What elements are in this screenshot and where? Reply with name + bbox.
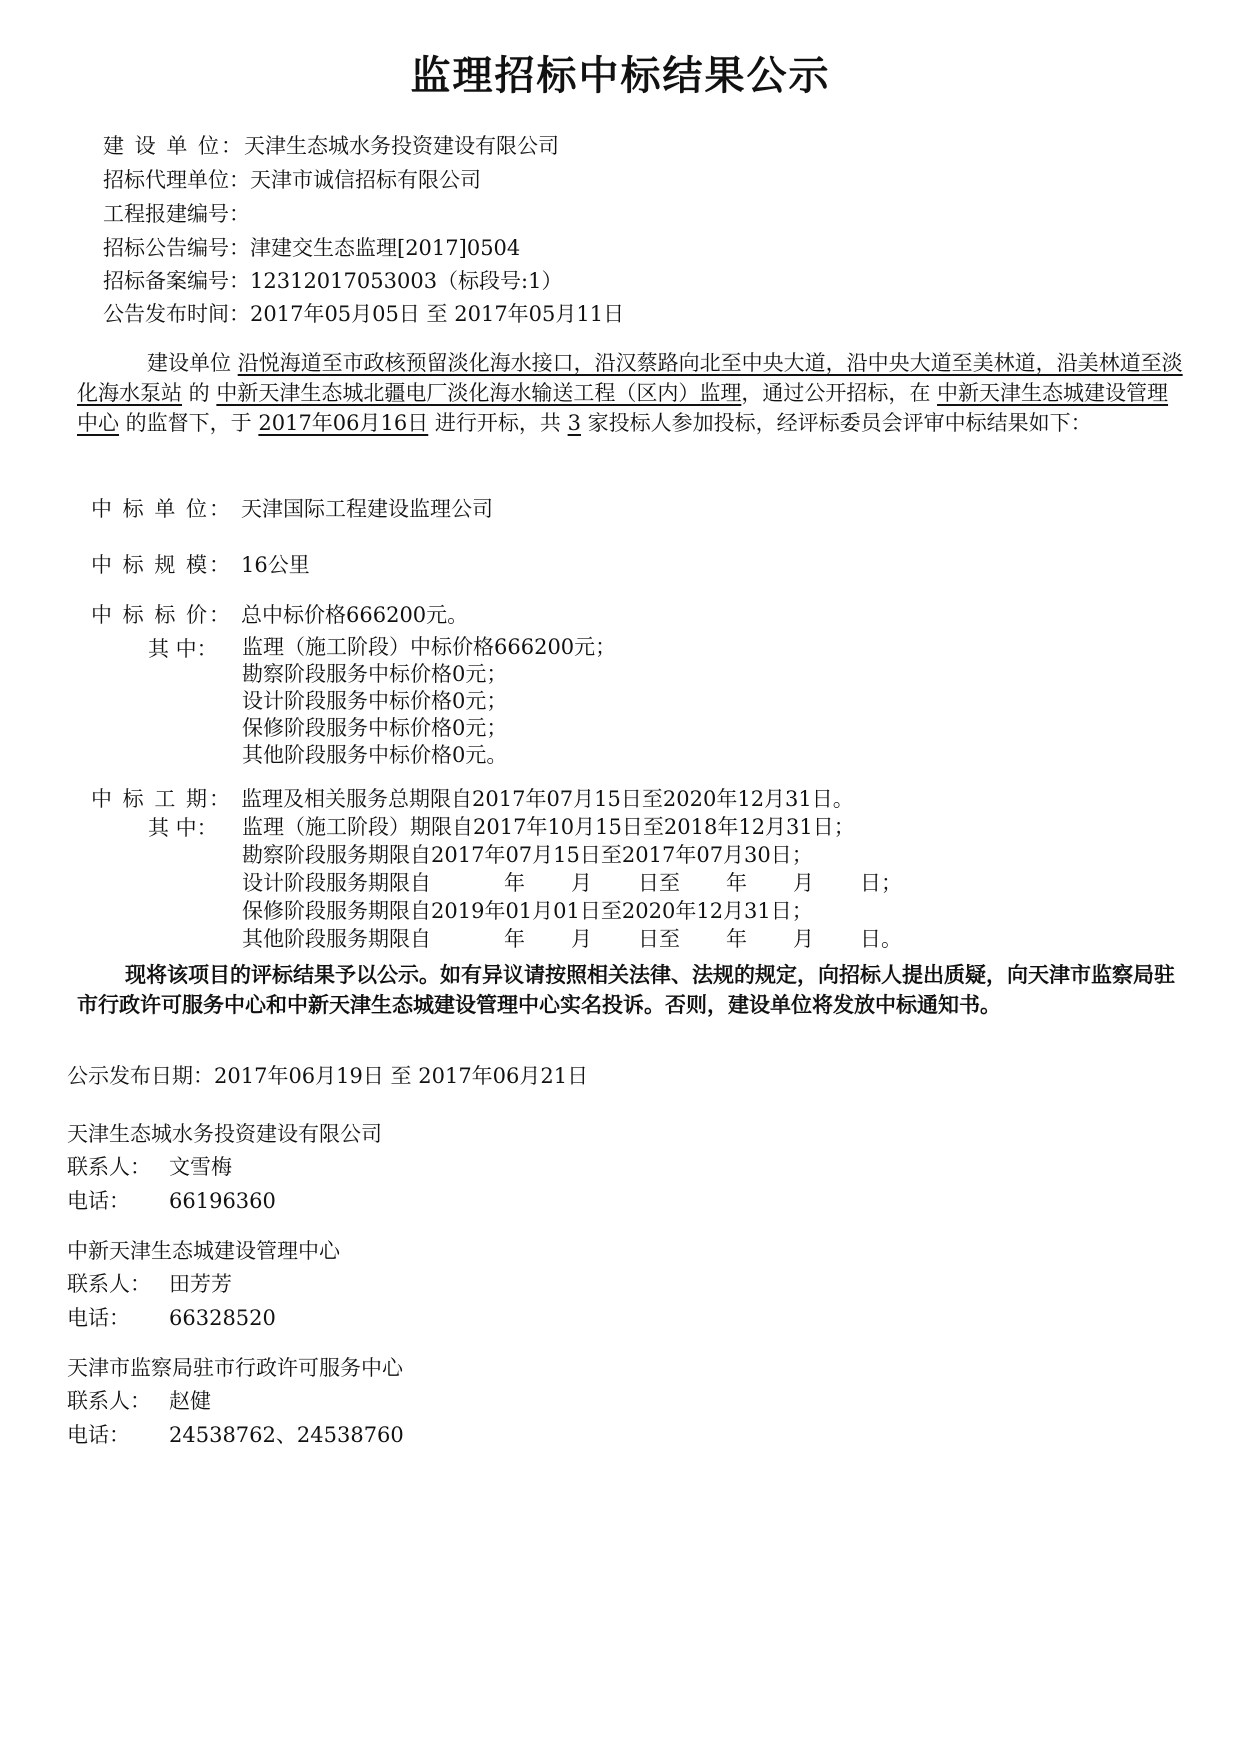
bidder-count: 3 — [567, 411, 581, 435]
contact-phone: 66328520 — [169, 1306, 276, 1330]
price-among-label: 其 中： — [148, 637, 218, 661]
agent-row — [103, 165, 481, 195]
period-line: 勘察阶段服务期限自2017年07月15日至2017年07月30日； — [242, 843, 813, 867]
builder-value: 天津生态城水务投资建设有限公司 — [244, 134, 560, 158]
contact-phone-row — [67, 1420, 404, 1450]
notice-no-label: 招标公告编号： — [103, 236, 250, 260]
period-row — [91, 784, 854, 814]
contact-person-row — [67, 1386, 211, 1416]
contact-person-label: 联系人： — [67, 1155, 151, 1179]
price-line: 其他阶段服务中标价格0元。 — [242, 743, 508, 767]
intro-text: 家投标人参加投标，经评标委员会评审中标结果如下： — [580, 411, 1092, 435]
blank-day: 日。 — [860, 927, 902, 951]
price-breakdown — [242, 634, 616, 769]
blank-day: 日； — [860, 871, 902, 895]
scale-value: 16公里 — [241, 553, 310, 577]
contact-person: 文雪梅 — [169, 1155, 232, 1179]
blank-day: 日至 — [638, 927, 680, 951]
contact-org: 天津生态城水务投资建设有限公司 — [67, 1122, 382, 1146]
price-line: 勘察阶段服务中标价格0元； — [242, 662, 508, 686]
record-no-row — [103, 266, 563, 296]
blank-day: 日至 — [638, 871, 680, 895]
supervisor-name: 中新天津生态城建设管理中心 — [77, 381, 1169, 435]
publish-time-label: 公告发布时间： — [103, 302, 250, 326]
contact-phone: 24538762、24538760 — [169, 1423, 404, 1447]
contact-phone-label: 电话： — [67, 1423, 130, 1447]
contact-person-label: 联系人： — [67, 1389, 151, 1413]
price-row — [91, 600, 468, 630]
contact-org: 中新天津生态城建设管理中心 — [67, 1239, 340, 1263]
page-title: 监理招标中标结果公示 — [410, 53, 831, 99]
price-label: 中 标 标 价： — [91, 603, 233, 627]
public-period: 公示发布日期：2017年06月19日 至 2017年06月21日 — [67, 1064, 589, 1088]
winner-row — [91, 494, 493, 524]
contact-phone-label: 电话： — [67, 1306, 130, 1330]
contact-person-row — [67, 1152, 232, 1182]
contact-phone: 66196360 — [169, 1189, 276, 1213]
publish-time-row — [103, 299, 624, 329]
agent-label: 招标代理单位： — [103, 168, 250, 192]
contact-person: 赵健 — [169, 1389, 211, 1413]
contact-phone-label: 电话： — [67, 1189, 130, 1213]
builder-row — [103, 131, 559, 161]
other-period-line — [242, 925, 902, 953]
contact-phone-row — [67, 1186, 276, 1216]
record-no-value: 12312017053003（标段号:1） — [250, 269, 563, 293]
intro-text: 建设单位 — [147, 351, 238, 375]
price-line: 设计阶段服务中标价格0元； — [242, 689, 508, 713]
project-no-label: 工程报建编号： — [103, 202, 250, 226]
price-line: 保修阶段服务中标价格0元； — [242, 716, 508, 740]
scale-label: 中 标 规 模： — [91, 553, 233, 577]
period-line: 监理（施工阶段）期限自2017年10月15日至2018年12月31日； — [242, 815, 855, 839]
blank-year: 年 — [726, 871, 747, 895]
period-prefix: 其他阶段服务期限自 — [242, 927, 431, 951]
publish-time-value: 2017年05月05日 至 2017年05月11日 — [250, 302, 625, 326]
contact-person-row — [67, 1269, 232, 1299]
intro-text: 的 — [182, 381, 217, 405]
intro-text: 进行开标，共 — [428, 411, 568, 435]
opening-date: 2017年06月16日 — [258, 411, 429, 435]
blank-year: 年 — [726, 927, 747, 951]
contact-person-label: 联系人： — [67, 1272, 151, 1296]
blank-month: 月 — [571, 927, 592, 951]
project-location: 沿悦海道至市政核预留淡化海水接口，沿汉蔡路向北至中央大道，沿中央大道至美林道，沿美林道至淡化海水泵站 — [77, 351, 1183, 405]
objection-notice: 现将该项目的评标结果予以公示。如有异议请按照相关法律、法规的规定，向招标人提出质疑，向天津市监察局驻市行政许可服务中心和中新天津生态城建设管理中心实名投诉。否则，建设单位将发放中标通知书。 — [77, 963, 1175, 1017]
period-total: 监理及相关服务总期限自2017年07月15日至2020年12月31日。 — [241, 787, 854, 811]
contact-phone-row — [67, 1303, 276, 1333]
intro-text: 的监督下，于 — [119, 411, 259, 435]
period-among-label: 其 中： — [148, 816, 218, 840]
notice-no-row — [103, 233, 520, 263]
builder-label: 建 设 单 位： — [103, 134, 245, 158]
price-line: 监理（施工阶段）中标价格666200元； — [242, 635, 617, 659]
period-line: 保修阶段服务期限自2019年01月01日至2020年12月31日； — [242, 899, 813, 923]
blank-month: 月 — [793, 871, 814, 895]
winner-value: 天津国际工程建设监理公司 — [241, 497, 493, 521]
blank-month: 月 — [793, 927, 814, 951]
period-breakdown — [242, 813, 902, 953]
period-prefix: 设计阶段服务期限自 — [242, 871, 431, 895]
notice-no-value: 津建交生态监理[2017]0504 — [250, 236, 521, 260]
price-total: 总中标价格666200元。 — [241, 603, 469, 627]
winner-label: 中 标 单 位： — [91, 497, 233, 521]
contact-person: 田芳芳 — [169, 1272, 232, 1296]
agent-value: 天津市诚信招标有限公司 — [250, 168, 481, 192]
intro-paragraph — [77, 348, 1187, 438]
blank-year: 年 — [504, 927, 525, 951]
design-period-line — [242, 869, 902, 897]
record-no-label: 招标备案编号： — [103, 269, 250, 293]
scale-row — [91, 550, 310, 580]
period-label: 中 标 工 期： — [91, 787, 233, 811]
blank-year: 年 — [504, 871, 525, 895]
blank-month: 月 — [571, 871, 592, 895]
project-name: 中新天津生态城北疆电厂淡化海水输送工程（区内）监理 — [216, 381, 742, 405]
intro-text: ，通过公开招标，在 — [741, 381, 938, 405]
contact-org: 天津市监察局驻市行政许可服务中心 — [67, 1356, 403, 1380]
project-no-row — [103, 199, 250, 229]
